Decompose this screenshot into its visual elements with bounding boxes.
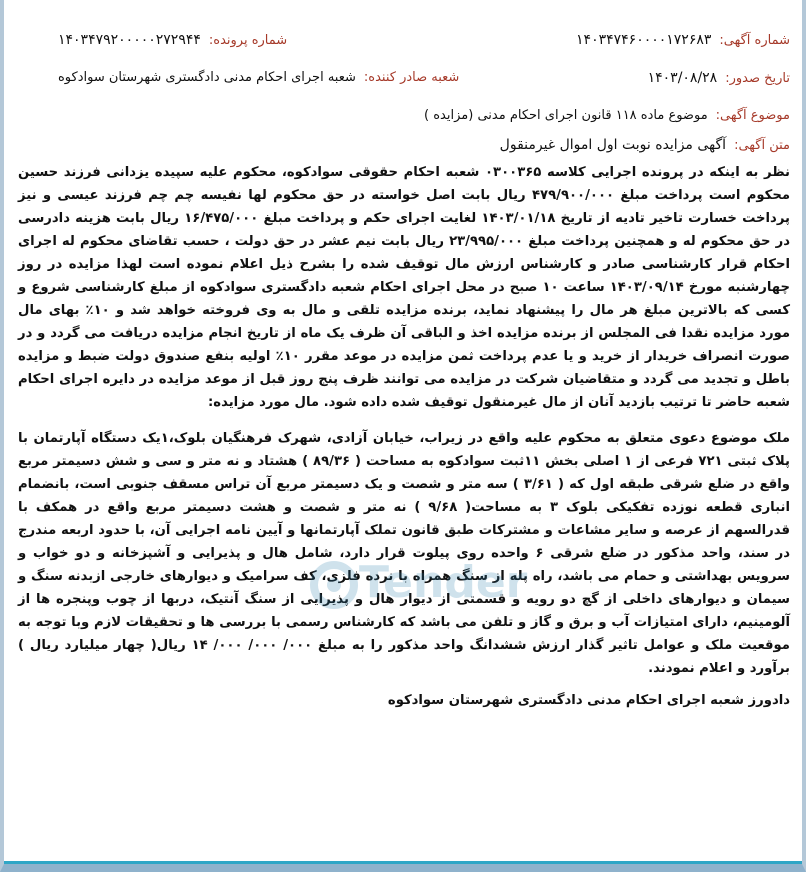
- case-number-value: ۱۴۰۳۴۷۹۲۰۰۰۰۰۲۷۲۹۴۴: [58, 32, 201, 48]
- watermark-text: Tender: [359, 557, 528, 608]
- text-label: متن آگهی:: [734, 138, 790, 153]
- ad-title: آگهی مزایده نوبت اول اموال غیرمنقول: [499, 137, 727, 153]
- announcement-document: [18, 24, 790, 708]
- ad-title-field: [18, 137, 790, 153]
- case-number-label: شماره پرونده:: [208, 33, 288, 48]
- subject-value: موضوع ماده ۱۱۸ قانون اجرای احکام مدنی (مزایده ): [424, 108, 708, 123]
- header-row-1: [18, 32, 790, 48]
- issuer-field: [58, 70, 459, 86]
- signature-line: دادورز شعبه اجرای احکام مدنی دادگستری شهرستان سوادکوه: [387, 693, 790, 709]
- subject-field: [18, 108, 790, 123]
- subject-label: موضوع آگهی:: [715, 108, 790, 123]
- case-number-field: [58, 32, 287, 48]
- issue-date-field: [648, 70, 790, 86]
- header-row-2: [18, 70, 790, 86]
- ad-number-label: شماره آگهی:: [719, 33, 790, 48]
- body-paragraph-2: ملک موضوع دعوی متعلق به محکوم علیه واقع در زیراب، خیابان آزادی، شهرک فرهنگیان بلوک،۱یک دستگاه آپارتمان با پلاک ثبتی ۷۲۱ فرعی از ۱ اصلی بخش ۱۱ثبت سوادکوه به مساحت ( ۸۹/۳۶ ) هشتاد و نه متر و سی و شش دسیمتر مربع واقع در ضلع شرقی طبقه اول که ( ۳/۶۱ ) سه متر و شصت و یک دسیمتر مربع آن تراس مسقف جنوبی است، بانضمام انباری قطعه نوزده تفکیکی بلوک ۳ به مساحت( ۹/۶۸ ) نه متر و شصت و هشت دسیمتر مربع واقع در همکف با قدرالسهم از عرصه و سایر مشاعات و مشترکات طبق قانون تملک آپارتمانها و آیین نامه اجرایی آن، با حدود اربعه مندرج در سند، واحد مذکور در ضلع شرقی ۶ واحده روی پیلوت قرار دارد، شامل هال و پذیرایی و آشپزخانه و دو خواب و سرویس بهداشتی و حمام می باشد، راه پله از سنگ همراه با نرده فلزی، کف سرامیک و دیوارهای خارجی ازبدنه سنگ و سیمان و دیوارهای داخلی از گچ دو رویه و قسمتی از دیوار هال و پذیرایی از سنگ آنتیک، دربها از چوب وپنجره ها از آلومینیم، دارای امتیازات آب و برق و گاز و تلفن می باشد که کارشناس رسمی با بررسی ها و تحقیقات لازم وبا توجه به موقعیت ملک و عوامل تاثیر گذار ارزش ششدانگ واحد مذکور را به مبلغ ۰۰۰/ ۰۰۰/ ۰۰۰/ ۱۴ ریال( چهار میلیارد ریال ) برآورد و اعلام نمودند.: [18, 431, 790, 677]
- issuer-value: شعبه اجرای احکام مدنی دادگستری شهرستان سوادکوه: [58, 70, 356, 85]
- body-paragraph-1: نظر به اینکه در پرونده اجرایی کلاسه ۰۳۰۰۳۶۵ شعبه احکام حقوقی سوادکوه، محکوم علیه سپیده یزدانی فرزند حسین محکوم است پرداخت مبلغ ۴۷۹/۹۰۰/۰۰۰ ریال بابت اصل خواسته در حق محکوم لها نفیسه چم چم فرزند عیسی و نیز پرداخت خسارت تاخیر تادیه از تاریخ ۱۴۰۳/۰۱/۱۸ لغایت اجرای حکم و پرداخت مبلغ ۱۶/۴۷۵/۰۰۰ ریال بابت هزینه دادرسی در حق محکوم له و همچنین پرداخت مبلغ ۲۳/۹۹۵/۰۰۰ ریال بابت نیم عشر در حق دولت ، حسب تقاضای محکوم له اجرای احکام قرار کارشناسی صادر و کارشناس ارزش مال توقیف شده را بشرح ذیل اعلام نموده است لهذا مزایده در روز چهارشنبه مورخ ۱۴۰۳/۰۹/۱۴ ساعت ۱۰ صبح در محل اجرای احکام شعبه دادگستری سوادکوه از مبلغ کارشناسی شروع و کسی که بالاترین مبلغ هر مال را پیشنهاد نماید، برنده مزایده تلقی و مال به وی فروخته خواهد شد و ۱۰٪ بهای مال مورد مزایده نقدا فی المجلس از برنده مزایده اخذ و الباقی آن ظرف یک ماه از تاریخ انجام مزایده دریافت می گردد و در صورت انصراف خریدار از خرید و یا عدم پرداخت ثمن مزایده در موعد مقرر ۱۰٪ اولیه بنفع صندوق دولت ضبط و مزایده باطل و تجدید می گردد و متقاضیان شرکت در مزایده می توانند ظرف پنج روز قبل از موعد مزایده در دایره اجرای احکام شعبه حاضر تا ترتیب بازدید آنان از مال غیرمنقول توقیف شده داده شود. مال مورد مزایده:: [18, 165, 790, 410]
- ad-number-field: [576, 32, 790, 48]
- issue-date-value: ۱۴۰۳/۰۸/۲۸: [647, 70, 718, 86]
- ad-number-value: ۱۴۰۳۴۷۴۶۰۰۰۰۱۷۲۶۸۳: [576, 32, 712, 48]
- issue-date-label: تاریخ صدور:: [725, 71, 790, 86]
- issuer-label: شعبه صادر کننده:: [363, 70, 460, 85]
